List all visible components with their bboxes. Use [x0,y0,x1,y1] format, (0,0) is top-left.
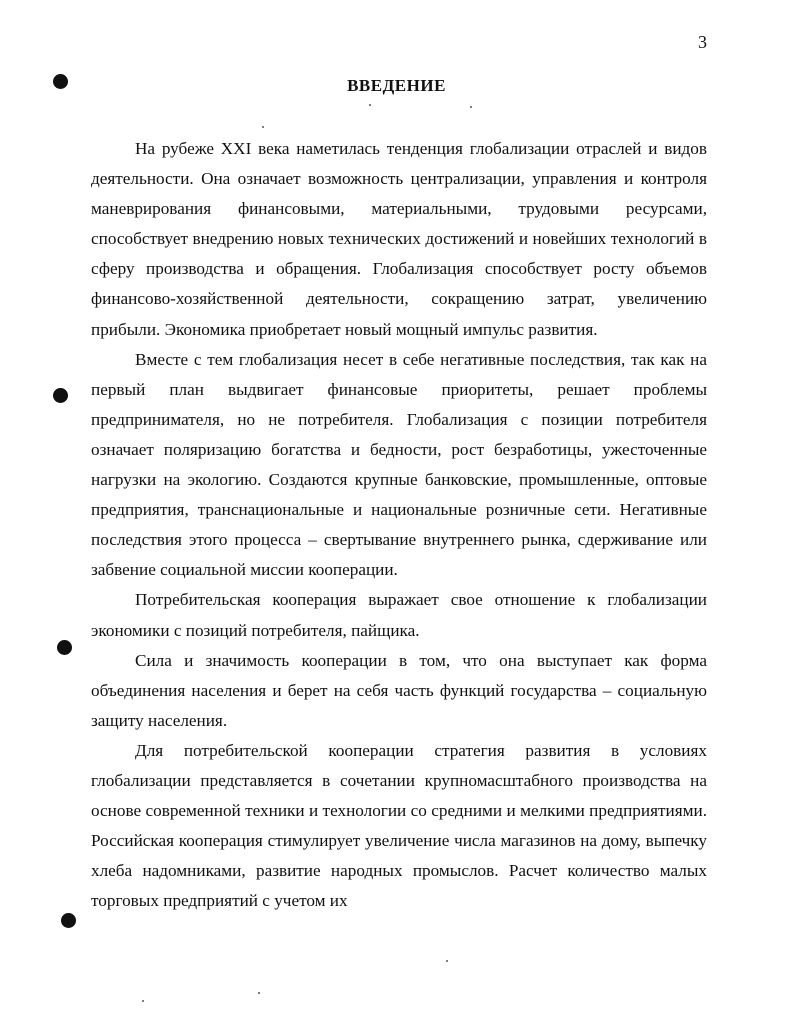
paragraph-2: Вместе с тем глобализация несет в себе негативные последствия, так как на первый план выдвигает финансовые приоритеты, решает проблемы предпринимателя, но не потребителя. Глобализация с позиции потребителя означает поляризацию богатства и бедности, рост безработицы, ужесточенные нагрузки на экологию. Создаются крупные банковские, промышленные, оптовые предприятия, транснациональные и национальные розничные сети. Негативные последствия этого процесса – свертывание внутреннего рынка, сдерживание или забвение социальной миссии кооперации. [91,349,707,580]
punch-hole-1 [53,74,68,89]
punch-hole-3 [57,640,72,655]
punch-hole-2 [53,388,68,403]
paragraph-5: Для потребительской кооперации стратегия развития в условиях глобализации представляется в сочетании крупномасштабного производства на основе современной техники и технологии со средними и мелкими предприятиями. Российская кооперация стимулирует увеличение числа магазинов на дому, выпечку хлеба надомниками, развитие народных промыслов. Расчет количество малых торговых предприятий с учетом их [91,740,707,911]
paragraph-3: Потребительская кооперация выражает свое отношение к глобализации экономики с позиций потребителя, пайщика. [91,590,707,640]
scan-speck [369,104,371,106]
paragraph-1: На рубеже XXI века наметилась тенденция глобализации отраслей и видов деятельности. Она означает возможность централизации, управления и контроля маневрирования финансовыми, материальными, трудовыми ресурсами, способствует внедрению новых технических достижений и новейших технологий в сферу производства и обращения. Глобализация способствует росту объемов финансово-хозяйственной деятельности, сокращению затрат, увеличению прибыли. Экономика приобретает новый мощный импульс развития. [91,139,707,339]
page-number: 3 [698,32,707,52]
document-body [91,134,707,916]
punch-hole-4 [61,913,76,928]
paragraph-4: Сила и значимость кооперации в том, что она выступает как форма объединения населения и берет на себя часть функций государства – социальную защиту населения. [91,650,707,730]
scan-speck [258,992,260,994]
scan-speck [262,126,264,128]
scan-speck [142,1000,144,1002]
page-title: ВВЕДЕНИЕ [347,76,446,95]
scan-speck [446,960,448,962]
scan-speck [470,106,472,108]
